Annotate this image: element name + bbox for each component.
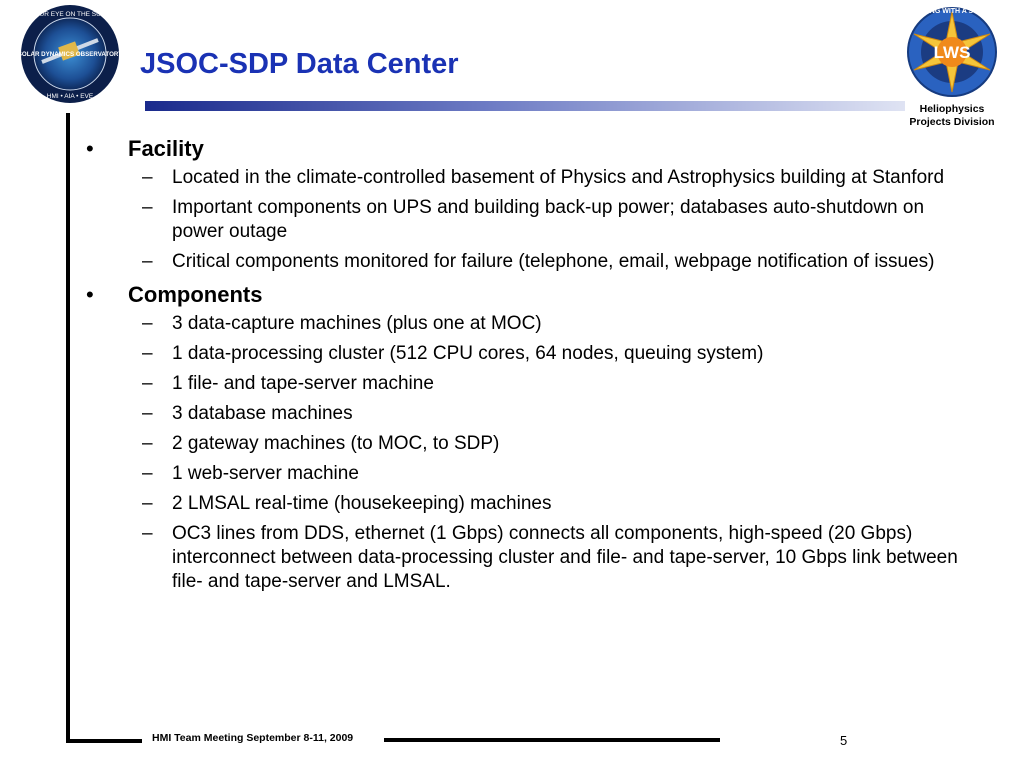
division-label-line1: Heliophysics bbox=[919, 103, 985, 115]
frame-bottom-line-left bbox=[66, 739, 142, 743]
lws-logo-center-text: LWS bbox=[933, 43, 971, 62]
frame-bottom-line-right bbox=[384, 738, 720, 742]
dash-icon: – bbox=[142, 433, 153, 454]
list-item-text: 2 gateway machines (to MOC, to SDP) bbox=[172, 433, 500, 454]
sdo-logo-center-text: SOLAR DYNAMICS OBSERVATORY bbox=[20, 51, 120, 58]
list-item-text: Critical components monitored for failure (telephone, email, webpage notification of issues) bbox=[172, 251, 935, 272]
list-item-text: 1 web-server machine bbox=[172, 463, 359, 484]
list-item-text: 1 data-processing cluster (512 CPU cores, 64 nodes, queuing system) bbox=[172, 343, 764, 364]
list-item bbox=[86, 432, 966, 456]
slide-content bbox=[86, 134, 966, 600]
dash-icon: – bbox=[142, 313, 153, 334]
list-item-text: 2 LMSAL real-time (housekeeping) machines bbox=[172, 493, 552, 514]
title-underline-bar bbox=[145, 101, 905, 111]
dash-icon: – bbox=[142, 523, 153, 544]
section-heading-text: Facility bbox=[128, 136, 204, 161]
lws-logo-icon bbox=[900, 4, 1004, 100]
list-item bbox=[86, 312, 966, 336]
list-item-text: 3 data-capture machines (plus one at MOC) bbox=[172, 313, 542, 334]
dash-icon: – bbox=[142, 197, 153, 218]
list-item bbox=[86, 196, 966, 244]
list-item-text: Located in the climate-controlled basement of Physics and Astrophysics building at Stanford bbox=[172, 167, 945, 188]
list-item-text: OC3 lines from DDS, ethernet (1 Gbps) connects all components, high-speed (20 Gbps) interconnect between data-processing cluster and file- and tape-server, 10 Gbps link between file- and tape-server and LMSAL. bbox=[172, 523, 958, 592]
bullet-icon: • bbox=[86, 282, 94, 307]
list-item bbox=[86, 166, 966, 190]
section-components bbox=[86, 280, 966, 594]
sdo-logo-bottom-text: HMI • AIA • EVE bbox=[46, 93, 94, 100]
page-title: JSOC-SDP Data Center bbox=[140, 48, 459, 80]
dash-icon: – bbox=[142, 251, 153, 272]
dash-icon: – bbox=[142, 373, 153, 394]
dash-icon: – bbox=[142, 463, 153, 484]
list-item bbox=[86, 372, 966, 396]
dash-icon: – bbox=[142, 403, 153, 424]
frame-left-line bbox=[66, 113, 70, 743]
list-item bbox=[86, 402, 966, 426]
page-number: 5 bbox=[840, 733, 848, 748]
list-item-text: Important components on UPS and building back-up power; databases auto-shutdown on power outage bbox=[172, 197, 925, 242]
sdo-logo-top-text: OUR EYE ON THE SUN bbox=[34, 11, 106, 18]
footer-meeting-text: HMI Team Meeting September 8-11, 2009 bbox=[152, 732, 354, 744]
bullet-icon: • bbox=[86, 136, 94, 161]
lws-logo-ring-text: LIVING WITH A STAR bbox=[916, 8, 988, 15]
sdo-logo-icon bbox=[20, 4, 120, 104]
division-label bbox=[896, 103, 1008, 129]
section-facility bbox=[86, 134, 966, 274]
division-label-line2: Projects Division bbox=[909, 116, 995, 128]
section-item-list bbox=[86, 312, 966, 594]
list-item-text: 3 database machines bbox=[172, 403, 353, 424]
list-item bbox=[86, 492, 966, 516]
list-item bbox=[86, 250, 966, 274]
list-item bbox=[86, 462, 966, 486]
list-item-text: 1 file- and tape-server machine bbox=[172, 373, 434, 394]
dash-icon: – bbox=[142, 343, 153, 364]
list-item bbox=[86, 342, 966, 366]
dash-icon: – bbox=[142, 167, 153, 188]
section-heading bbox=[86, 280, 966, 310]
dash-icon: – bbox=[142, 493, 153, 514]
section-heading bbox=[86, 134, 966, 164]
section-item-list bbox=[86, 166, 966, 274]
section-heading-text: Components bbox=[128, 282, 263, 307]
list-item bbox=[86, 522, 966, 594]
